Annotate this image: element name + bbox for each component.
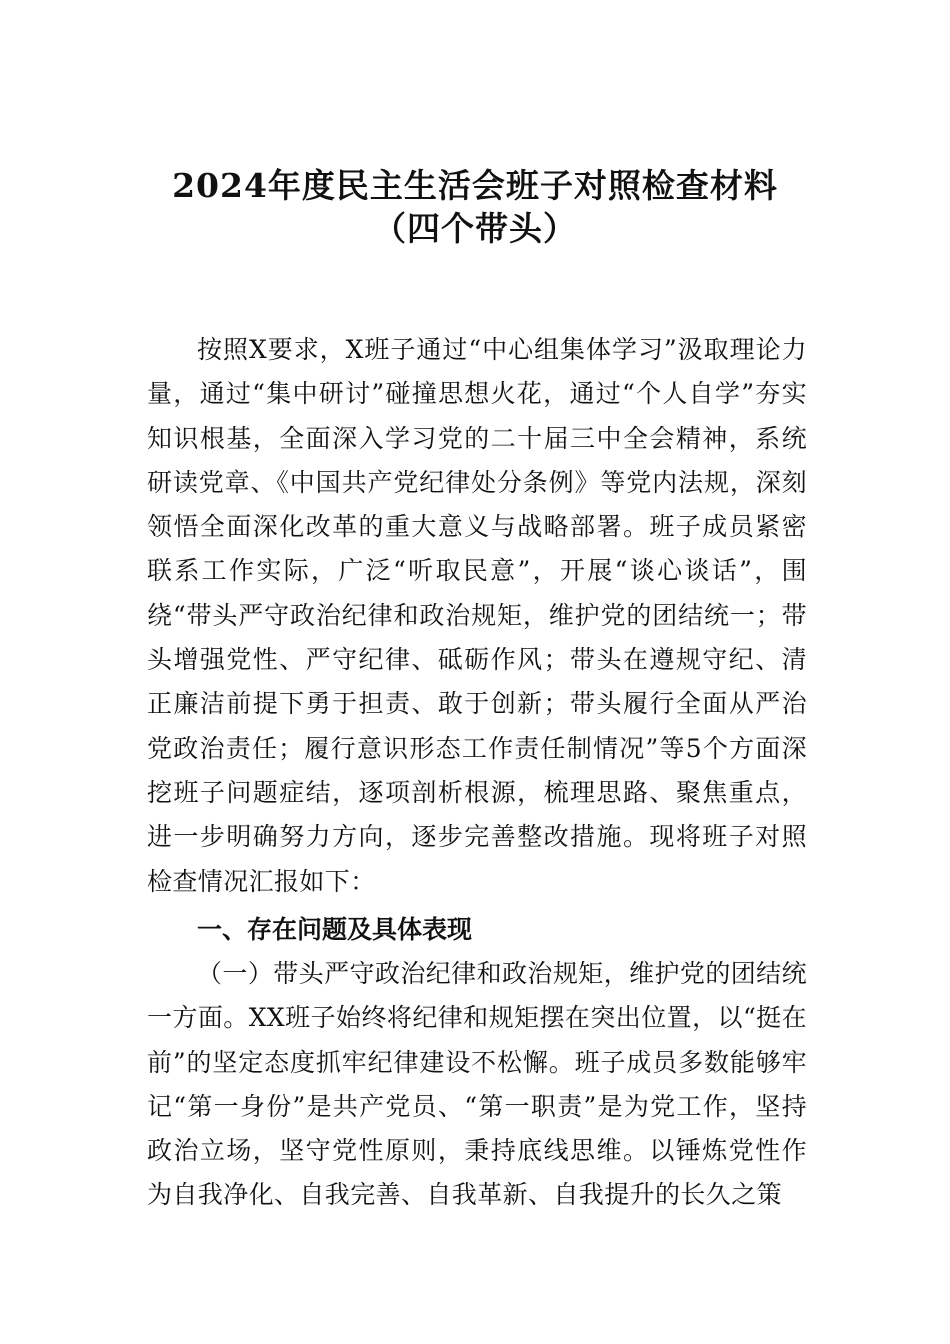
section-paragraph: （一）带头严守政治纪律和政治规矩，维护党的团结统一方面。XX班子始终将纪律和规矩摆在突出位置，以“挺在前”的坚定态度抓牢纪律建设不松懈。班子成员多数能够牢记“第一身份”是共产党员、“第一职责”是为党工作，坚持政治立场，坚守党性原则，秉持底线思维。以锤炼党性作为自我净化、自我完善、自我革新、自我提升的长久之策 [147,959,807,1210]
document-subtitle: （四个带头） [373,209,577,248]
section-heading: 一、存在问题及具体表现 [197,915,473,944]
document-title: 2024年度民主生活会班子对照检查材料 [172,166,778,205]
intro-paragraph: 按照X要求，X班子通过“中心组集体学习”汲取理论力量，通过“集中研讨”碰撞思想火花，通过“个人自学”夯实知识根基，全面深入学习党的二十届三中全会精神，系统研读党章、《中国共产党纪律处分条例》等党内法规，深刻领悟全面深化改革的重大意义与战略部署。班子成员紧密联系工作实际，广泛“听取民意”，开展“谈心谈话”，围绕“带头严守政治纪律和政治规矩，维护党的团结统一；带头增强党性、严守纪律、砥砺作风；带头在遵规守纪、清正廉洁前提下勇于担责、敢于创新；带头履行全面从严治党政治责任；履行意识形态工作责任制情况”等5个方面深挖班子问题症结，逐项剖析根源，梳理思路、聚焦重点，进一步明确努力方向，逐步完善整改措施。现将班子对照检查情况汇报如下： [147,335,807,896]
